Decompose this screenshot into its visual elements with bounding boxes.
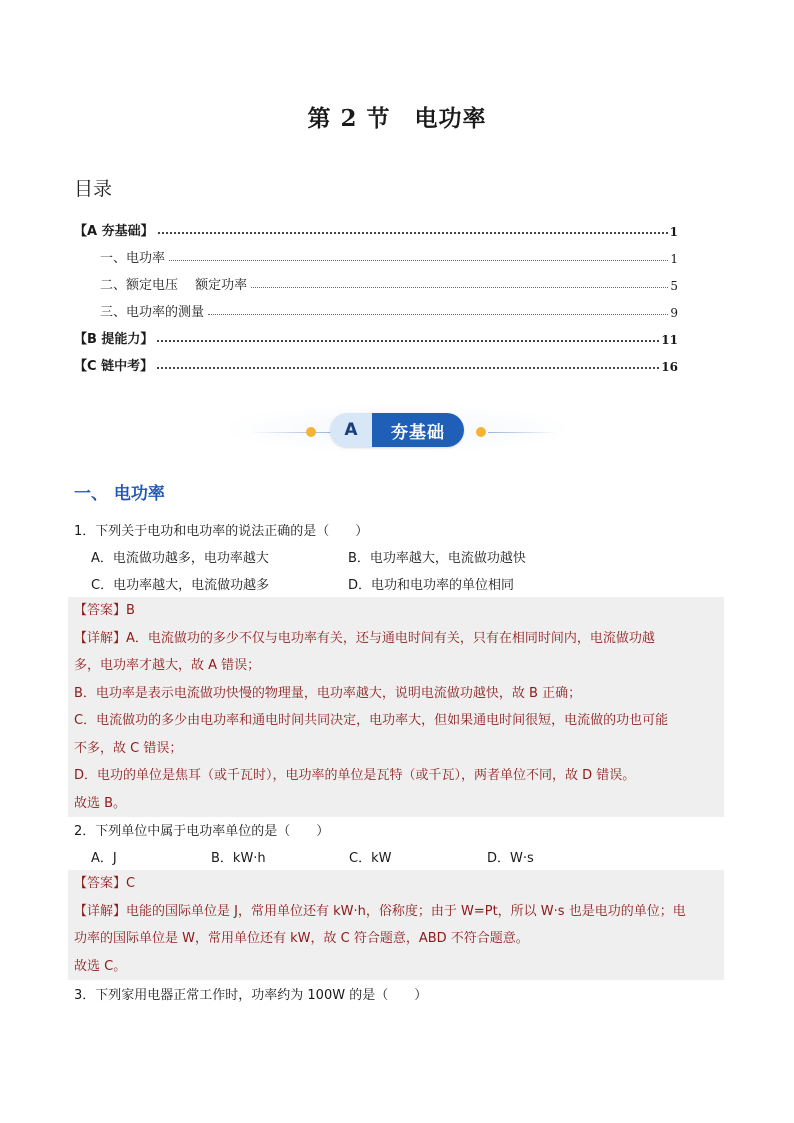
toc-heading: 目录: [74, 178, 113, 200]
toc-item-a[interactable]: [74, 212, 678, 239]
explanation-line: 功率的国际单位是 W，常用单位还有 kW，故 C 符合题意，ABD 不符合题意。: [74, 931, 529, 946]
toc-item-label: 一、电功率: [100, 251, 166, 266]
conclusion-line: 故选 C。: [74, 958, 127, 974]
answer-line: 【答案】B: [74, 603, 135, 618]
option-d: D．电功和电功率的单位相同: [348, 578, 515, 593]
explanation-line: B．电功率是表示电流做功快慢的物理量，电功率越大，说明电流做功越快，故 B 正确；: [74, 685, 582, 701]
toc-item-page: 1: [670, 252, 678, 266]
toc-item-label: 【B 提能力】: [74, 332, 154, 347]
toc-item-page: 1: [669, 225, 678, 239]
explanation-line: 【详解】A．电流做功的多少不仅与电功率有关，还与通电时间有关，只有在相同时间内，电流做功越: [74, 630, 655, 646]
section-title: 一、 电功率: [74, 484, 165, 504]
toc-item-b[interactable]: [74, 320, 678, 347]
table-of-contents: [74, 212, 678, 374]
question-stem: 3．下列家用电器正常工作时，功率约为 100W 的是（ ）: [74, 988, 428, 1003]
explanation-line: 不多，故 C 错误；: [74, 740, 183, 756]
toc-leader: [158, 232, 668, 234]
option-c: C．电功率越大，电流做功越多: [91, 578, 270, 593]
question-options-row: [91, 847, 534, 866]
banner-dot-left: [306, 427, 316, 437]
toc-item-label: 【C 链中考】: [74, 359, 154, 374]
conclusion-line: 故选 B。: [74, 795, 127, 811]
banner-pill: [330, 413, 464, 447]
explanation-line: C．电流做功的多少由电功率和通电时间共同决定，电功率大，但如果通电时间很短，电流做的功也可能: [74, 713, 669, 728]
toc-leader: [208, 314, 668, 315]
toc-item-label: 【A 夯基础】: [74, 224, 154, 239]
toc-item-c[interactable]: [74, 347, 678, 374]
toc-leader: [157, 340, 659, 342]
toc-item-label: 二、额定电压 额定功率: [100, 278, 248, 293]
toc-leader: [169, 260, 668, 261]
banner-line-right: [488, 432, 558, 433]
toc-item-page: 16: [661, 360, 678, 374]
toc-item-3[interactable]: [74, 293, 678, 320]
answer-block: [68, 597, 724, 817]
option-a: A．电流做功越多，电功率越大: [91, 551, 269, 566]
option-d: D．W·s: [487, 851, 534, 866]
section-banner: [228, 405, 566, 453]
answer-block: [68, 870, 724, 980]
option-c: C．kW: [349, 851, 392, 866]
page-title: 第 2 节 电功率: [307, 105, 487, 132]
explanation-line: D．电功的单位是焦耳（或千瓦时），电功率的单位是瓦特（或千瓦），两者单位不同，故 D 错误。: [74, 768, 636, 783]
toc-leader: [251, 287, 668, 288]
question-stem: 2．下列单位中属于电功率单位的是（ ）: [74, 824, 330, 839]
option-b: B．电功率越大，电流做功越快: [348, 551, 526, 566]
toc-item-1[interactable]: [74, 239, 678, 266]
banner-text: 夯基础: [372, 413, 464, 447]
toc-item-2[interactable]: [74, 266, 678, 293]
option-b: B．kW·h: [211, 851, 266, 866]
toc-item-page: 5: [670, 279, 678, 293]
explanation-line: 【详解】电能的国际单位是 J，常用单位还有 kW·h，俗称度；由于 W=Pt，所以 W·s 也是电功的单位；电: [74, 903, 686, 919]
banner-letter: A: [330, 413, 372, 447]
question-stem: 1．下列关于电功和电功率的说法正确的是（ ）: [74, 524, 369, 539]
question-options-row: [91, 574, 514, 593]
question-options-row: [91, 547, 526, 566]
toc-item-page: 11: [661, 333, 678, 347]
banner-line-left: [248, 432, 332, 433]
explanation-line: 多，电功率才越大，故 A 错误；: [74, 658, 261, 673]
option-a: A．J: [91, 851, 117, 866]
toc-item-page: 9: [670, 306, 678, 320]
banner-dot-right: [476, 427, 486, 437]
answer-line: 【答案】C: [74, 876, 136, 891]
toc-leader: [157, 367, 659, 369]
toc-item-label: 三、电功率的测量: [100, 305, 205, 320]
